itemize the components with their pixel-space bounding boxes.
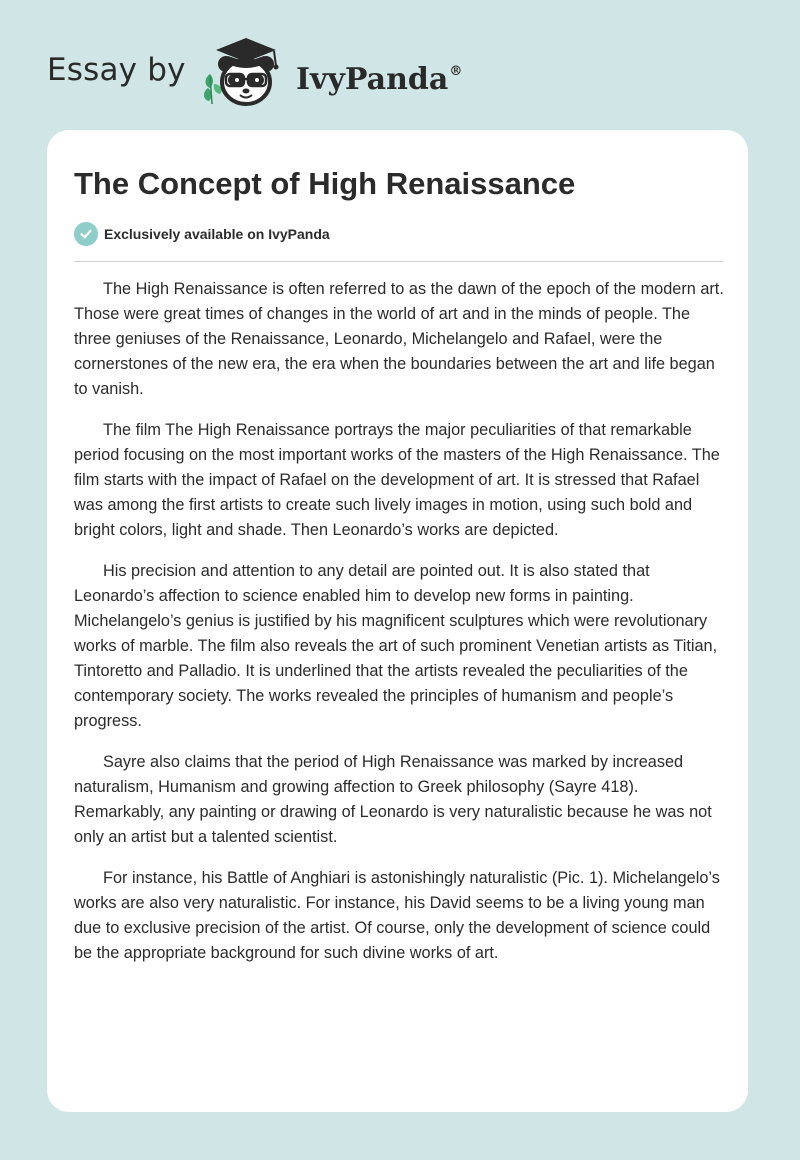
exclusive-badge <box>74 222 330 246</box>
essay-body <box>74 277 726 982</box>
check-icon <box>74 222 98 246</box>
exclusive-badge-label: Exclusively available on IvyPanda <box>104 226 330 242</box>
essay-title: The Concept of High Renaissance <box>74 166 576 201</box>
divider <box>74 261 723 262</box>
paragraph: The High Renaissance is often referred to as the dawn of the epoch of the modern art. Those were great times of changes in the world of art and in the minds of people. The three geniuses of the Renaissance, Leonardo, Michelangelo and Rafael, were the cornerstones of the new era, the era when the boundaries between the art and life began to vanish. <box>74 280 724 398</box>
registered-mark: ® <box>449 64 463 79</box>
paragraph: His precision and attention to any detail are pointed out. It is also stated that Leonardo’s affection to science enabled him to develop new forms in painting. Michelangelo’s genius is justified by his magnificent sculptures which were revolutionary works of marble. The film also reveals the art of such prominent Venetian artists as Titian, Tintoretto and Palladio. It is underlined that the artists revealed the peculiarities of the contemporary society. The works revealed the principles of humanism and people’s progress. <box>74 562 718 730</box>
paragraph: For instance, his Battle of Anghiari is astonishingly naturalistic (Pic. 1). Michelangelo’s works are also very naturalistic. For instance, his David seems to be a living young man due to exclusive precision of the artist. Of course, only the development of science could be the appropriate background for such divine works of art. <box>74 869 720 962</box>
essay-card <box>47 130 748 1112</box>
ivy-leaf-icon <box>204 74 222 104</box>
panda-graduate-icon[interactable] <box>200 34 292 110</box>
paragraph: Sayre also claims that the period of High Renaissance was marked by increased naturalism, Humanism and growing affection to Greek philosophy (Sayre 418). Remarkably, any painting or drawing of Leonardo is very naturalistic because he was not only an artist but a talented scientist. <box>74 753 712 846</box>
essay-by-label: Essay by <box>47 52 186 88</box>
site-header <box>0 0 800 130</box>
brand-label: IvyPanda <box>296 62 449 97</box>
brand-name[interactable] <box>296 52 462 100</box>
paragraph: The film The High Renaissance portrays the major peculiarities of that remarkable period focusing on the most important works of the masters of the High Renaissance. The film starts with the impact of Rafael on the development of art. It is stressed that Rafael was among the first artists to create such lively images in motion, using such bold and bright colors, light and shade. Then Leonardo’s works are depicted. <box>74 421 720 539</box>
